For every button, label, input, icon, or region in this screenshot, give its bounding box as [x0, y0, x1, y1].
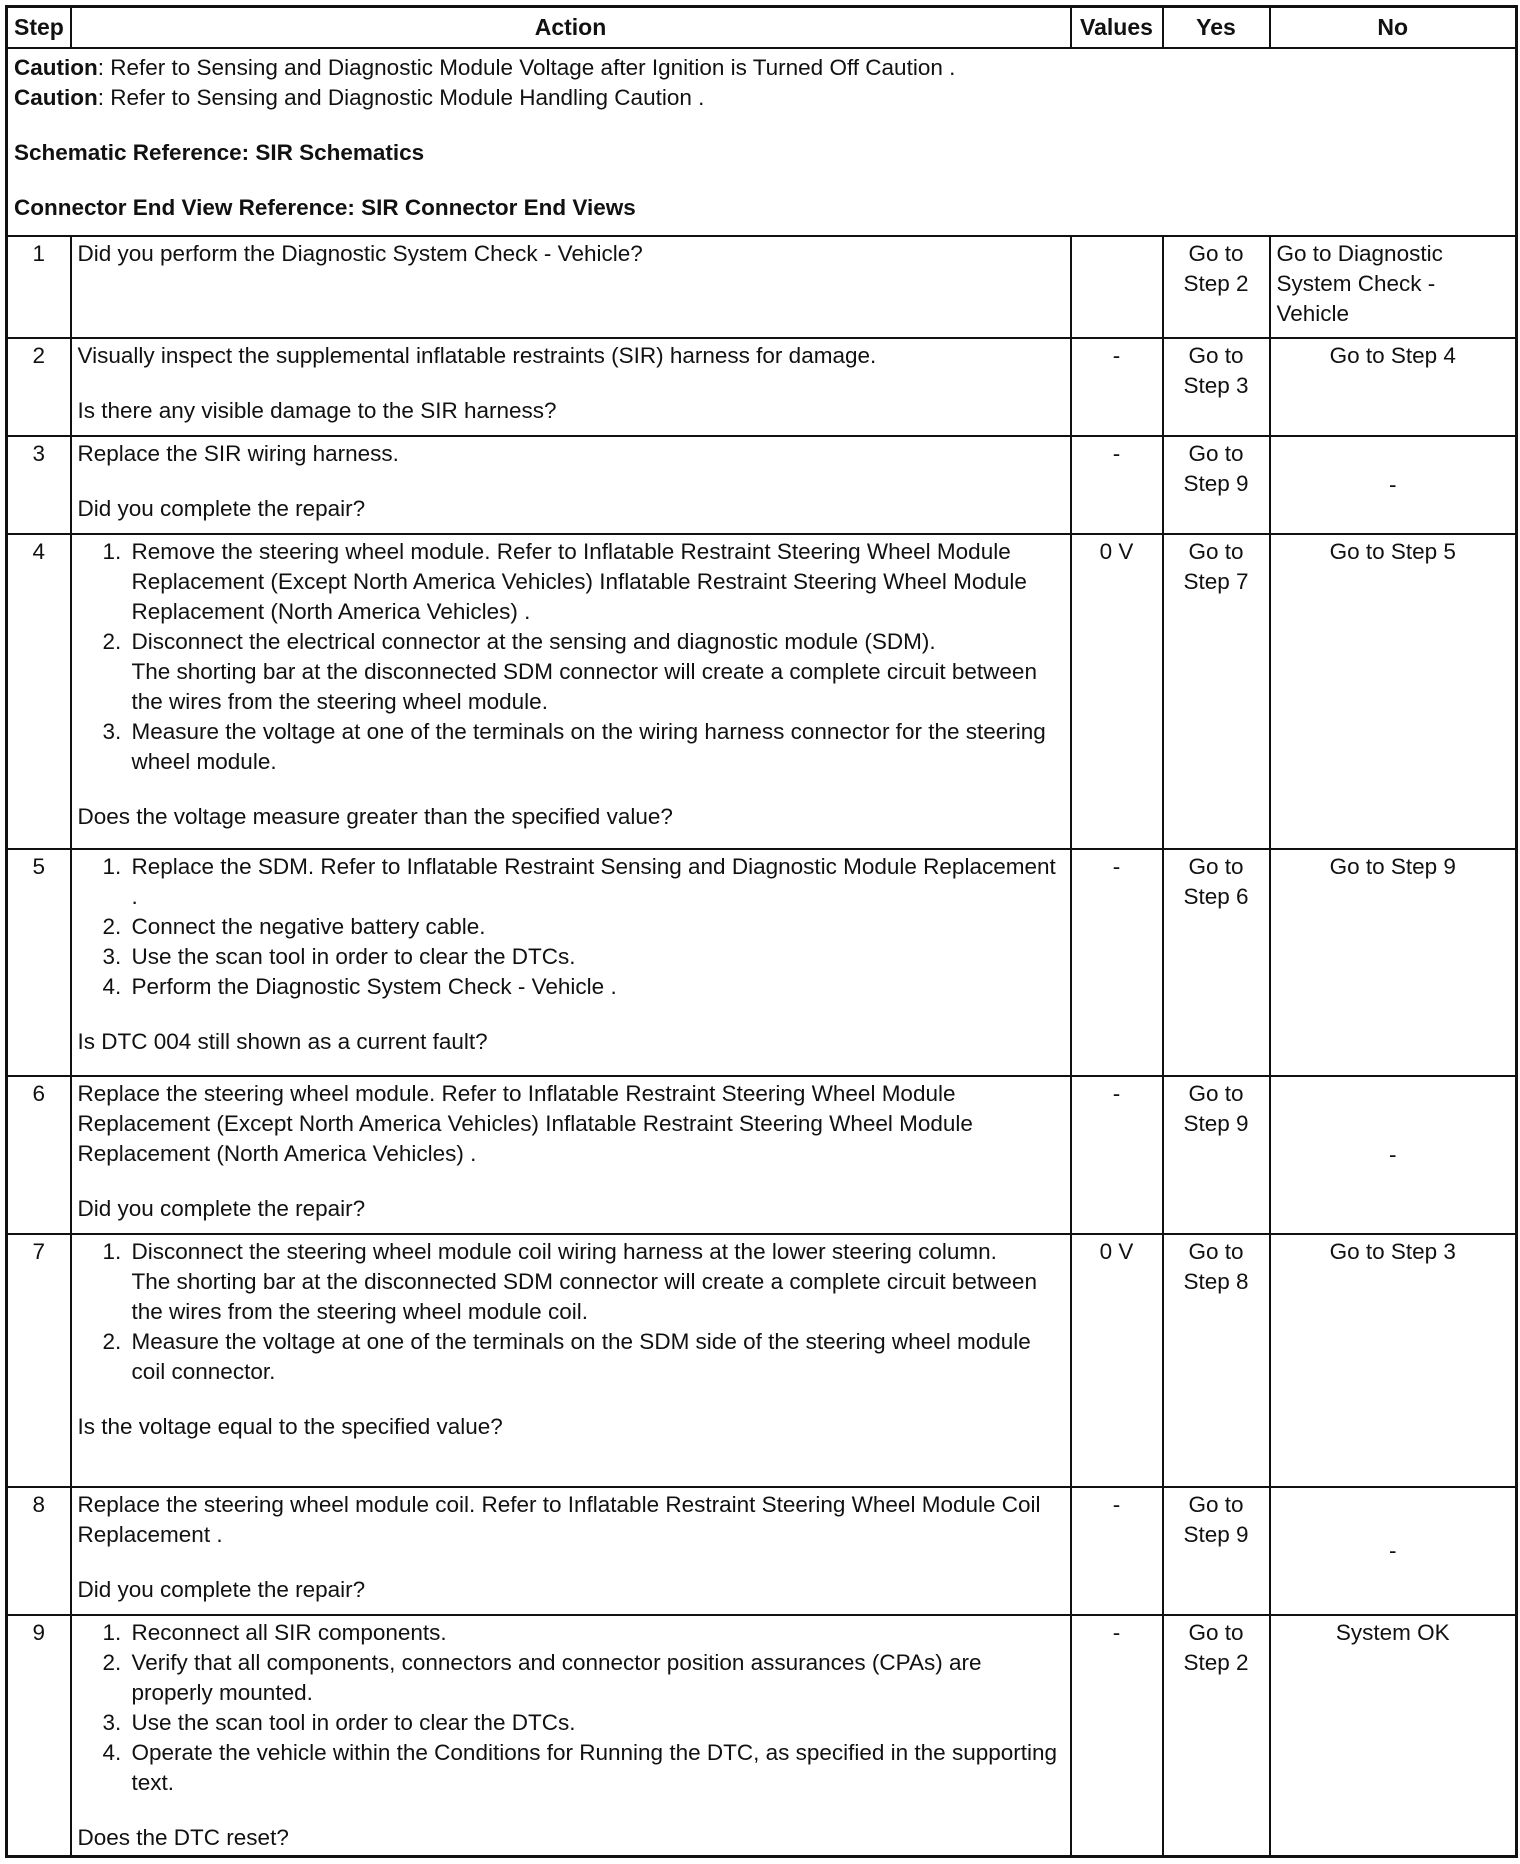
- action-step-text: Disconnect the electrical connector at the sensing and diagnostic module (SDM).: [131, 628, 936, 654]
- action-step: 1. Reconnect all SIR components.: [128, 1618, 1064, 1648]
- action-question: Does the voltage measure greater than the specified value?: [77, 803, 673, 829]
- table-row: [7, 534, 1517, 849]
- action-step: 2. Measure the voltage at one of the terminals on the SDM side of the steering wheel module coil connector.: [128, 1327, 1064, 1387]
- table-row: [7, 436, 1517, 534]
- action-cell: [71, 236, 1071, 338]
- action-question: Did you complete the repair?: [77, 1195, 366, 1221]
- step-number: 8: [7, 1487, 71, 1615]
- value-cell: -: [1071, 1615, 1163, 1857]
- action-cell: [71, 1615, 1071, 1857]
- action-step: 1. Remove the steering wheel module. Refer to Inflatable Restraint Steering Wheel Module Replacement (Except North America Vehicles) Inflatable Restraint Steering Wheel Module Replacement (North America Vehicles) .: [128, 537, 1064, 627]
- table-row: [7, 338, 1517, 436]
- action-cell: [71, 849, 1071, 1076]
- action-cell: [71, 1234, 1071, 1487]
- action-question: Did you complete the repair?: [77, 1576, 366, 1602]
- no-cell: Go to Step 5: [1270, 534, 1517, 849]
- value-cell: -: [1071, 436, 1163, 534]
- action-step-note: The shorting bar at the disconnected SDM connector will create a complete circuit between the wires from the steering wheel module.: [131, 658, 1037, 714]
- action-question: Did you complete the repair?: [77, 495, 366, 521]
- notice-cell: [7, 48, 1517, 236]
- value-cell: -: [1071, 1076, 1163, 1234]
- action-steps: [78, 537, 1064, 777]
- no-cell: Go to Step 9: [1270, 849, 1517, 1076]
- value-cell: 0 V: [1071, 534, 1163, 849]
- yes-cell: Go to Step 9: [1163, 1076, 1270, 1234]
- header-step: Step: [7, 7, 71, 48]
- action-question: Is the voltage equal to the specified value?: [77, 1413, 503, 1439]
- step-number: 2: [7, 338, 71, 436]
- caution-2-text: : Refer to Sensing and Diagnostic Module Handling Caution .: [97, 84, 705, 110]
- action-text: Replace the steering wheel module coil. Refer to Inflatable Restraint Steering Wheel Module Coil Replacement .: [77, 1491, 1041, 1547]
- no-cell: -: [1270, 1487, 1517, 1615]
- caution-block: [14, 53, 1509, 113]
- caution-2: [14, 83, 1509, 113]
- step-number: 4: [7, 534, 71, 849]
- action-cell: [71, 534, 1071, 849]
- header-action: Action: [71, 7, 1071, 48]
- action-step: 4. Perform the Diagnostic System Check - Vehicle .: [128, 972, 1064, 1002]
- no-cell: -: [1270, 1076, 1517, 1234]
- yes-cell: Go to Step 2: [1163, 1615, 1270, 1857]
- yes-cell: Go to Step 7: [1163, 534, 1270, 849]
- step-number: 7: [7, 1234, 71, 1487]
- action-step: 3. Use the scan tool in order to clear the DTCs.: [128, 1708, 1064, 1738]
- caution-1: [14, 53, 1509, 83]
- yes-cell: Go to Step 2: [1163, 236, 1270, 338]
- action-steps: [78, 1237, 1064, 1387]
- value-cell: -: [1071, 338, 1163, 436]
- action-step: 3. Use the scan tool in order to clear the DTCs.: [128, 942, 1064, 972]
- caution-1-text: : Refer to Sensing and Diagnostic Module Voltage after Ignition is Turned Off Caution .: [97, 54, 956, 80]
- step-number: 6: [7, 1076, 71, 1234]
- notice-row: [7, 48, 1517, 236]
- action-step: 2. Verify that all components, connectors and connector position assurances (CPAs) are properly mounted.: [128, 1648, 1064, 1708]
- action-text: Visually inspect the supplemental inflatable restraints (SIR) harness for damage.: [77, 342, 877, 368]
- action-text: Replace the steering wheel module. Refer to Inflatable Restraint Steering Wheel Module Replacement (Except North America Vehicles) Inflatable Restraint Steering Wheel Module Replacement (North America Vehicles) .: [77, 1080, 973, 1166]
- action-step: 1. Replace the SDM. Refer to Inflatable Restraint Sensing and Diagnostic Module Replacement .: [128, 852, 1064, 912]
- table-row: [7, 236, 1517, 338]
- header-yes: Yes: [1163, 7, 1270, 48]
- value-cell: -: [1071, 1487, 1163, 1615]
- table-row: [7, 1615, 1517, 1857]
- action-cell: [71, 436, 1071, 534]
- action-steps: [78, 1618, 1064, 1798]
- value-cell: -: [1071, 849, 1163, 1076]
- value-cell: 0 V: [1071, 1234, 1163, 1487]
- no-cell: Go to Step 3: [1270, 1234, 1517, 1487]
- action-step: 2. Connect the negative battery cable.: [128, 912, 1064, 942]
- step-number: 3: [7, 436, 71, 534]
- header-values: Values: [1071, 7, 1163, 48]
- table-row: [7, 1487, 1517, 1615]
- action-question: Does the DTC reset?: [77, 1824, 289, 1850]
- action-step: [128, 1237, 1064, 1327]
- no-cell: Go to Step 4: [1270, 338, 1517, 436]
- action-step-note: The shorting bar at the disconnected SDM connector will create a complete circuit between the wires from the steering wheel module coil.: [131, 1268, 1037, 1324]
- action-question: Is DTC 004 still shown as a current fault?: [77, 1028, 488, 1054]
- action-cell: [71, 1487, 1071, 1615]
- step-number: 1: [7, 236, 71, 338]
- action-step-text: Disconnect the steering wheel module coil wiring harness at the lower steering column.: [131, 1238, 997, 1264]
- action-cell: [71, 338, 1071, 436]
- table-row: [7, 849, 1517, 1076]
- action-steps: [78, 852, 1064, 1002]
- no-cell: System OK: [1270, 1615, 1517, 1857]
- no-cell: -: [1270, 436, 1517, 534]
- yes-cell: Go to Step 9: [1163, 436, 1270, 534]
- diagnostic-table: [5, 5, 1518, 1858]
- step-number: 9: [7, 1615, 71, 1857]
- action-text: Did you perform the Diagnostic System Check - Vehicle?: [77, 240, 643, 266]
- table-row: [7, 1234, 1517, 1487]
- yes-cell: Go to Step 9: [1163, 1487, 1270, 1615]
- caution-1-label: Caution: [14, 54, 98, 80]
- connector-reference: Connector End View Reference: SIR Connector End Views: [14, 194, 636, 220]
- value-cell: [1071, 236, 1163, 338]
- action-text: Replace the SIR wiring harness.: [77, 440, 399, 466]
- yes-cell: Go to Step 6: [1163, 849, 1270, 1076]
- action-question: Is there any visible damage to the SIR harness?: [77, 397, 557, 423]
- action-step: 3. Measure the voltage at one of the terminals on the wiring harness connector for the steering wheel module.: [128, 717, 1064, 777]
- no-cell: Go to Diagnostic System Check - Vehicle: [1270, 236, 1517, 338]
- schematic-reference: Schematic Reference: SIR Schematics: [14, 139, 425, 165]
- action-step: 4. Operate the vehicle within the Conditions for Running the DTC, as specified in the supporting text.: [128, 1738, 1064, 1798]
- step-number: 5: [7, 849, 71, 1076]
- header-row: [7, 7, 1517, 48]
- header-no: No: [1270, 7, 1517, 48]
- action-cell: [71, 1076, 1071, 1234]
- yes-cell: Go to Step 3: [1163, 338, 1270, 436]
- action-step: [128, 627, 1064, 717]
- table-row: [7, 1076, 1517, 1234]
- yes-cell: Go to Step 8: [1163, 1234, 1270, 1487]
- caution-2-label: Caution: [14, 84, 98, 110]
